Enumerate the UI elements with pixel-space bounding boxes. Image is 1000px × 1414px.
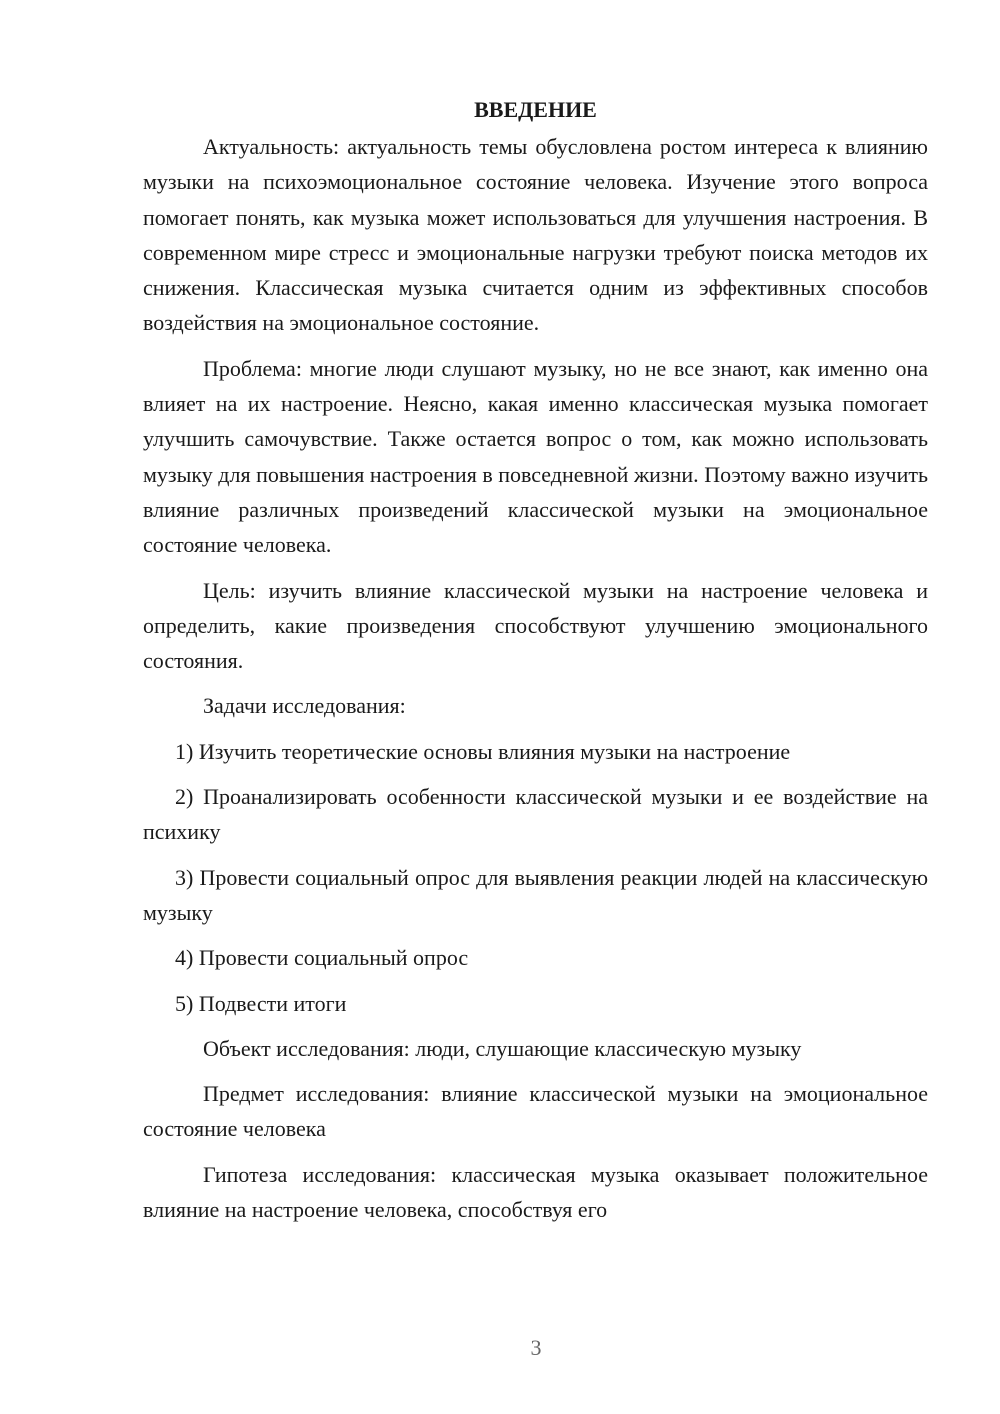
task-item-3: 3) Провести социальный опрос для выявления реакции людей на классическую музыку	[143, 864, 928, 925]
paragraph-relevance: Актуальность: актуальность темы обусловлена ростом интереса к влиянию музыки на психоэмоциональное состояние человека. Изучение этого вопроса помогает понять, как музыка может использоваться для улучшения настроения. В современном мире стресс и эмоциональные нагрузки требуют поиска методов их снижения. Классическая музыка считается одним из эффективных способов воздействия на эмоциональное состояние.	[143, 134, 928, 336]
paragraph-goal: Цель: изучить влияние классической музыки на настроение человека и определить, какие произведения способствуют улучшению эмоционального состояния.	[143, 577, 928, 674]
paragraph-subject: Предмет исследования: влияние классической музыки на эмоциональное состояние человека	[143, 1081, 928, 1142]
task-item-2: 2) Проанализировать особенности классической музыки и ее воздействие на психику	[143, 784, 928, 845]
task-item-5: 5) Подвести итоги	[175, 990, 347, 1016]
paragraph-object: Объект исследования: люди, слушающие классическую музыку	[203, 1035, 802, 1061]
task-item-4: 4) Провести социальный опрос	[175, 945, 469, 971]
tasks-heading: Задачи исследования:	[203, 693, 406, 719]
paragraph-problem: Проблема: многие люди слушают музыку, но не все знают, как именно она влияет на их настроение. Неясно, какая именно классическая музыка помогает улучшить самочувствие. Также остается вопрос о том, как можно использовать музыку для повышения настроения в повседневной жизни. Поэтому важно изучить влияние различных произведений классической музыки на эмоциональное состояние человека.	[143, 355, 928, 558]
document-page	[143, 92, 928, 1237]
page-number: 3	[530, 1335, 542, 1360]
section-title: ВВЕДЕНИЕ	[474, 97, 597, 122]
paragraph-hypothesis: Гипотеза исследования: классическая музыка оказывает положительное влияние на настроение человека, способствуя его	[143, 1161, 928, 1223]
task-item-1: 1) Изучить теоретические основы влияния музыки на настроение	[175, 738, 791, 764]
